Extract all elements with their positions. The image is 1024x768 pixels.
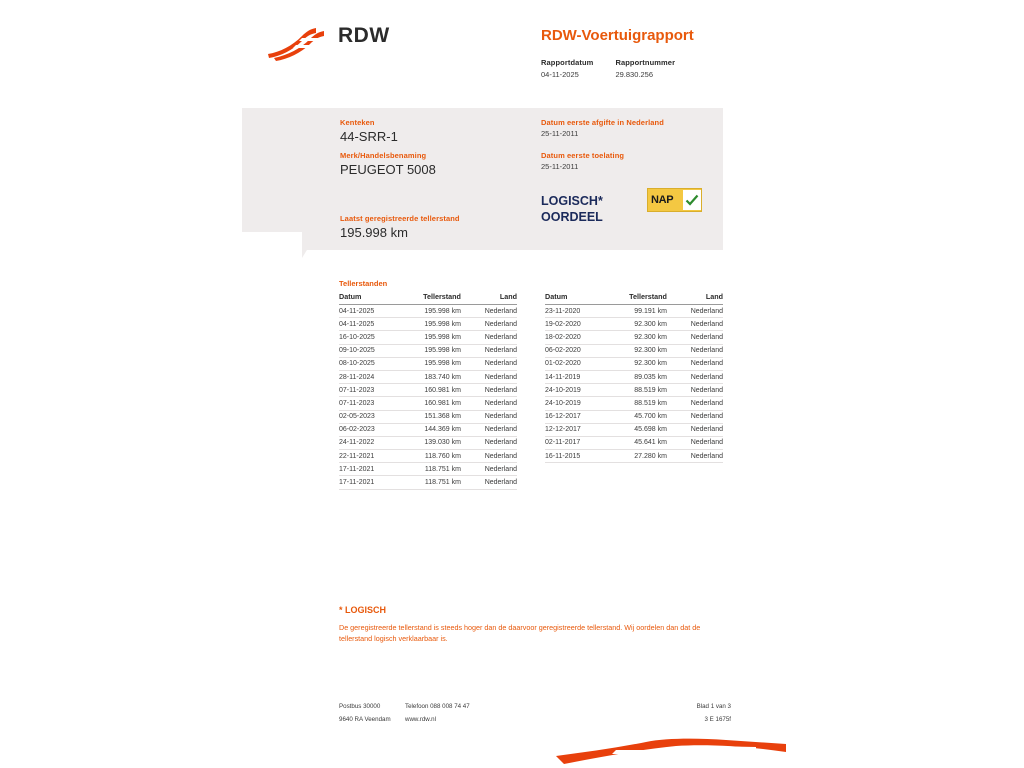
cell-tellerstand: 45.700 km (608, 410, 675, 423)
cell-datum: 19-02-2020 (545, 318, 608, 331)
panel-corner-notch (242, 232, 302, 258)
cell-datum: 01-02-2020 (545, 357, 608, 370)
footer-row-1 (339, 703, 731, 710)
cell-land: Nederland (675, 384, 723, 397)
table-header-row (339, 292, 517, 305)
nap-badge-label: NAP (651, 194, 674, 206)
cell-datum: 17-11-2021 (339, 476, 402, 489)
cell-land: Nederland (469, 384, 517, 397)
verdict-text (541, 194, 603, 225)
report-meta (541, 58, 675, 79)
table-row (545, 331, 723, 344)
table-row (339, 305, 517, 318)
cell-land: Nederland (675, 344, 723, 357)
field-label: Laatst geregistreerde tellerstand (340, 214, 460, 223)
meta-label: Rapportnummer (615, 58, 676, 67)
cell-land: Nederland (469, 410, 517, 423)
field-label: Merk/Handelsbenaming (340, 151, 427, 160)
column-header-tellerstand: Tellerstand (402, 292, 469, 305)
cell-tellerstand: 151.368 km (402, 410, 469, 423)
cell-land: Nederland (675, 423, 723, 436)
table-row (545, 344, 723, 357)
cell-datum: 24-10-2019 (545, 397, 608, 410)
tellerstanden-table-left (339, 292, 517, 490)
vehicle-summary-panel (242, 108, 723, 250)
field-merk-handelsbenaming (340, 151, 436, 177)
field-label: Kenteken (340, 118, 375, 127)
cell-tellerstand: 160.981 km (402, 384, 469, 397)
cell-land: Nederland (469, 331, 517, 344)
column-header-land: Land (675, 292, 723, 305)
table-row (545, 423, 723, 436)
cell-land: Nederland (675, 370, 723, 383)
field-laatste-tellerstand (340, 214, 460, 240)
table-row (545, 450, 723, 463)
cell-tellerstand: 92.300 km (608, 357, 675, 370)
check-mark-icon (683, 190, 701, 210)
cell-datum: 06-02-2020 (545, 344, 608, 357)
cell-datum: 22-11-2021 (339, 450, 402, 463)
meta-value: 29.830.256 (615, 70, 653, 79)
field-label: Datum eerste afgifte in Nederland (541, 118, 664, 127)
table-row (339, 370, 517, 383)
field-kenteken (340, 118, 398, 144)
cell-land: Nederland (675, 436, 723, 449)
cell-land: Nederland (469, 450, 517, 463)
column-header-datum: Datum (545, 292, 608, 305)
cell-tellerstand: 118.751 km (402, 463, 469, 476)
meta-value: 04-11-2025 (541, 70, 579, 79)
cell-tellerstand: 88.519 km (608, 384, 675, 397)
footer-row-2 (339, 716, 731, 723)
verdict-line-1: LOGISCH* (541, 194, 603, 208)
cell-land: Nederland (675, 410, 723, 423)
column-header-tellerstand: Tellerstand (608, 292, 675, 305)
field-value: 44-SRR-1 (340, 129, 398, 144)
cell-datum: 24-10-2019 (545, 384, 608, 397)
table-row (545, 397, 723, 410)
cell-land: Nederland (469, 463, 517, 476)
cell-datum: 16-12-2017 (545, 410, 608, 423)
table-row (339, 357, 517, 370)
cell-tellerstand: 89.035 km (608, 370, 675, 383)
cell-tellerstand: 139.030 km (402, 436, 469, 449)
cell-datum: 23-11-2020 (545, 305, 608, 318)
cell-tellerstand: 195.998 km (402, 331, 469, 344)
cell-tellerstand: 99.191 km (608, 305, 675, 318)
cell-land: Nederland (675, 397, 723, 410)
cell-land: Nederland (469, 423, 517, 436)
table-row (339, 410, 517, 423)
field-eerste-afgifte-nl (541, 118, 664, 138)
cell-datum: 02-11-2017 (545, 436, 608, 449)
cell-datum: 02-05-2023 (339, 410, 402, 423)
cell-land: Nederland (469, 357, 517, 370)
cell-land: Nederland (675, 357, 723, 370)
table-row (339, 318, 517, 331)
nap-badge (647, 188, 702, 212)
cell-datum: 12-12-2017 (545, 423, 608, 436)
cell-land: Nederland (469, 344, 517, 357)
cell-tellerstand: 195.998 km (402, 305, 469, 318)
column-header-land: Land (469, 292, 517, 305)
cell-datum: 04-11-2025 (339, 305, 402, 318)
table-row (339, 463, 517, 476)
cell-tellerstand: 45.698 km (608, 423, 675, 436)
field-value: 195.998 km (340, 225, 408, 240)
cell-datum: 07-11-2023 (339, 397, 402, 410)
table-row (339, 436, 517, 449)
table-row (339, 397, 517, 410)
cell-land: Nederland (469, 318, 517, 331)
cell-datum: 17-11-2021 (339, 463, 402, 476)
cell-land: Nederland (675, 318, 723, 331)
field-value: 25-11-2011 (541, 129, 579, 138)
cell-datum: 16-11-2015 (545, 450, 608, 463)
brand-title: RDW (338, 24, 390, 47)
table-row (339, 423, 517, 436)
note-title: * LOGISCH (339, 605, 387, 615)
footer-page-number: Blad 1 van 3 (696, 703, 731, 710)
cell-datum: 14-11-2019 (545, 370, 608, 383)
cell-tellerstand: 92.300 km (608, 331, 675, 344)
cell-tellerstand: 27.280 km (608, 450, 675, 463)
table-row (339, 384, 517, 397)
footer-address-line1: Postbus 30000 (339, 703, 381, 710)
table-row (545, 305, 723, 318)
cell-land: Nederland (675, 331, 723, 344)
table-row (545, 318, 723, 331)
footer-form-code: 3 E 1675f (704, 716, 731, 723)
field-value: 25-11-2011 (541, 162, 579, 171)
cell-tellerstand: 195.998 km (402, 357, 469, 370)
cell-tellerstand: 183.740 km (402, 370, 469, 383)
cell-tellerstand: 45.641 km (608, 436, 675, 449)
table-row (339, 476, 517, 489)
field-label: Datum eerste toelating (541, 151, 625, 160)
table-row (545, 410, 723, 423)
document-footer (339, 703, 731, 729)
cell-datum: 08-10-2025 (339, 357, 402, 370)
field-eerste-toelating (541, 151, 624, 171)
field-value: PEUGEOT 5008 (340, 162, 436, 177)
cell-datum: 28-11-2024 (339, 370, 402, 383)
page-title: RDW-Voertuigrapport (541, 27, 694, 44)
cell-tellerstand: 118.751 km (402, 476, 469, 489)
table-row (545, 370, 723, 383)
footer-phone: Telefoon 088 008 74 47 (405, 703, 470, 710)
cell-datum: 04-11-2025 (339, 318, 402, 331)
cell-land: Nederland (675, 450, 723, 463)
cell-land: Nederland (675, 305, 723, 318)
table-row (339, 450, 517, 463)
table-row (545, 436, 723, 449)
cell-land: Nederland (469, 305, 517, 318)
cell-tellerstand: 88.519 km (608, 397, 675, 410)
table-header-row (545, 292, 723, 305)
meta-label: Rapportdatum (541, 58, 594, 67)
cell-tellerstand: 92.300 km (608, 318, 675, 331)
section-title-tellerstanden: Tellerstanden (339, 279, 388, 288)
cell-land: Nederland (469, 397, 517, 410)
column-header-datum: Datum (339, 292, 402, 305)
cell-tellerstand: 92.300 km (608, 344, 675, 357)
cell-tellerstand: 118.760 km (402, 450, 469, 463)
verdict-line-2: OORDEEL (541, 209, 603, 224)
table-row (339, 331, 517, 344)
cell-datum: 24-11-2022 (339, 436, 402, 449)
cell-land: Nederland (469, 436, 517, 449)
cell-datum: 16-10-2025 (339, 331, 402, 344)
meta-rapportdatum (541, 58, 593, 79)
cell-datum: 09-10-2025 (339, 344, 402, 357)
cell-datum: 06-02-2023 (339, 423, 402, 436)
table-row (339, 344, 517, 357)
tellerstanden-table-right (545, 292, 723, 463)
meta-rapportnummer (615, 58, 675, 79)
cell-tellerstand: 160.981 km (402, 397, 469, 410)
table-row (545, 357, 723, 370)
cell-tellerstand: 195.998 km (402, 344, 469, 357)
footer-address-line2: 9640 RA Veendam (339, 716, 391, 723)
cell-land: Nederland (469, 476, 517, 489)
cell-tellerstand: 144.369 km (402, 423, 469, 436)
rdw-swoosh-logo (266, 22, 336, 62)
cell-tellerstand: 195.998 km (402, 318, 469, 331)
cell-datum: 07-11-2023 (339, 384, 402, 397)
cell-datum: 18-02-2020 (545, 331, 608, 344)
table-row (545, 384, 723, 397)
footer-website: www.rdw.nl (405, 716, 436, 723)
cell-land: Nederland (469, 370, 517, 383)
rdw-footer-swoosh-logo (556, 738, 786, 768)
note-body: De geregistreerde tellerstand is steeds hoger dan de daarvoor geregistreerde tellerstand. Wij oordelen dan dat de tellerstand logisch verklaarbaar is. (339, 623, 701, 644)
